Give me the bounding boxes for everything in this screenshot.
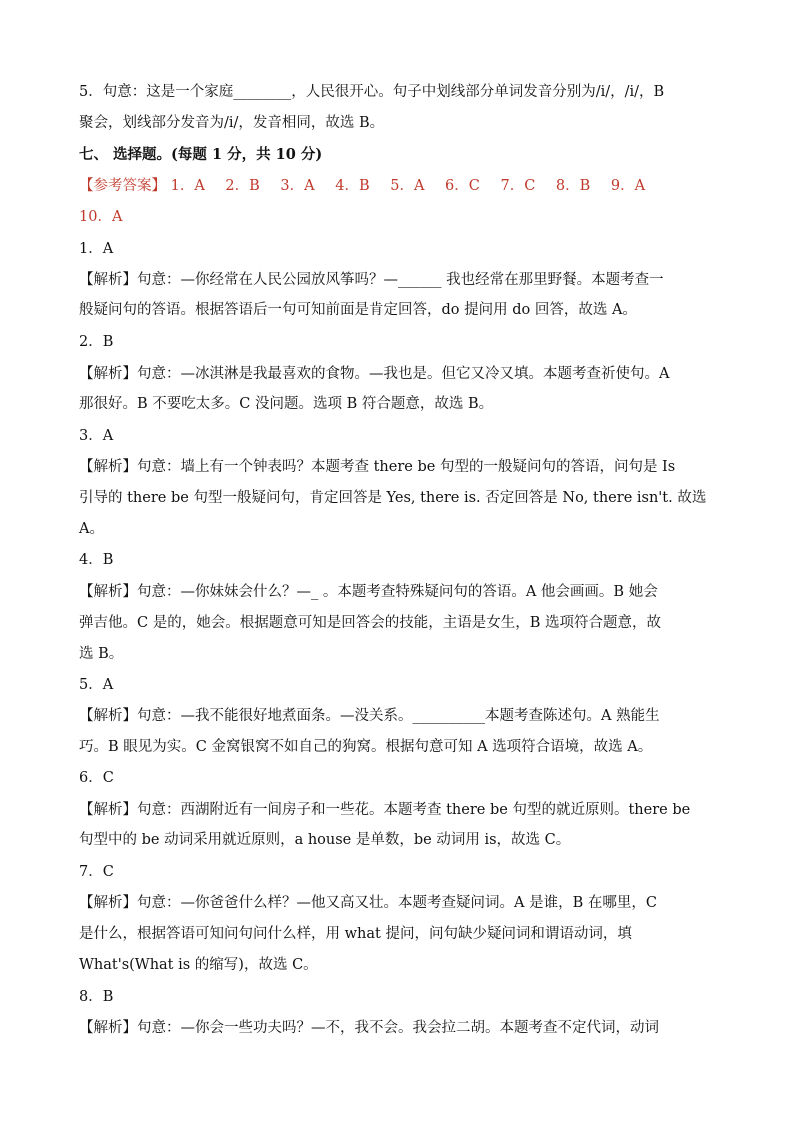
answer-item: 4．B xyxy=(335,178,370,194)
answer-item: 9．A xyxy=(610,178,646,194)
text-line: 【解析】句意：—你爸爸什么样？—他又高又壮。本题考查疑问词。A 是谁，B 在哪里，C xyxy=(79,895,657,911)
answer-item: 8．B xyxy=(555,178,591,194)
text-line: 引导的 there be 句型一般疑问句，肯定回答是 Yes, there is. 否定回答是 No, there isn't. 故选 xyxy=(79,490,707,506)
answer-item: 5．A xyxy=(390,178,425,194)
text-line: 【解析】句意：—你经常在人民公园放风筝吗？—______ 我也经常在那里野餐。本题考查一 xyxy=(79,272,664,288)
text-line: 【解析】句意：—我不能很好地煮面条。—没关系。__________本题考查陈述句。A 熟能生 xyxy=(79,708,660,724)
answer-item: 10．A xyxy=(79,209,123,225)
answer-key-line xyxy=(79,176,719,196)
text-line: 般疑问句的答语。根据答语后一句可知前面是肯定回答，do 提问用 do 回答，故选 A。 xyxy=(79,302,637,318)
text-line: 选 B。 xyxy=(79,646,124,662)
text-line: 句型中的 be 动词采用就近原则，a house 是单数，be 动词用 is，故选 C。 xyxy=(79,832,571,848)
question-number: 3．A xyxy=(79,428,114,444)
section-heading: 七、 选择题。(每题 1 分，共 10 分) xyxy=(79,146,323,163)
answer-item: 1．A xyxy=(170,178,205,194)
text-line: 聚会，划线部分发音为/i/，发音相同，故选 B。 xyxy=(79,115,385,131)
answer-item: 6．C xyxy=(445,178,480,194)
answer-key-label: 【参考答案】 xyxy=(79,178,166,194)
question-number: 1．A xyxy=(79,241,114,257)
text-line: 弹吉他。C 是的，她会。根据题意可知是回答会的技能，主语是女生，B 选项符合题意，故 xyxy=(79,615,661,631)
answer-item: 3．A xyxy=(280,178,315,194)
question-number: 8．B xyxy=(79,989,114,1005)
text-line: 是什么，根据答语可知问句问什么样，用 what 提问，问句缺少疑问词和谓语动词，填 xyxy=(79,926,632,942)
text-line: 【解析】句意：西湖附近有一间房子和一些花。本题考查 there be 句型的就近原则。there be xyxy=(79,802,691,818)
text-line: 【解析】句意：—你会一些功夫吗？—不，我不会。我会拉二胡。本题考查不定代词，动词 xyxy=(79,1020,659,1036)
text-line: 那很好。B 不要吃太多。C 没问题。选项 B 符合题意，故选 B。 xyxy=(79,396,494,412)
text-line: 【解析】句意：—冰淇淋是我最喜欢的食物。—我也是。但它又冷又填。本题考查祈使句。A xyxy=(79,366,670,382)
text-line: 【解析】句意：墙上有一个钟表吗？本题考查 there be 句型的一般疑问句的答语，问句是 Is xyxy=(79,459,676,475)
text-line: 【解析】句意：—你妹妹会什么？—_ 。本题考查特殊疑问句的答语。A 他会画画。B 她会 xyxy=(79,584,658,600)
question-number: 5．A xyxy=(79,677,114,693)
answer-item: 7．C xyxy=(500,178,536,194)
question-number: 2．B xyxy=(79,334,114,350)
answer-item: 2．B xyxy=(225,178,260,194)
text-line: 巧。B 眼见为实。C 金窝银窝不如自己的狗窝。根据句意可知 A 选项符合语境，故选 A。 xyxy=(79,739,653,755)
text-line: A。 xyxy=(79,521,104,537)
text-line: What's(What is 的缩写)，故选 C。 xyxy=(79,957,318,973)
question-number: 4．B xyxy=(79,552,114,568)
question-number: 7．C xyxy=(79,864,114,880)
text-line: 5．句意：这是一个家庭________，人民很开心。句子中划线部分单词发音分别为/i/，/i/，B xyxy=(79,84,665,100)
question-number: 6．C xyxy=(79,770,114,786)
